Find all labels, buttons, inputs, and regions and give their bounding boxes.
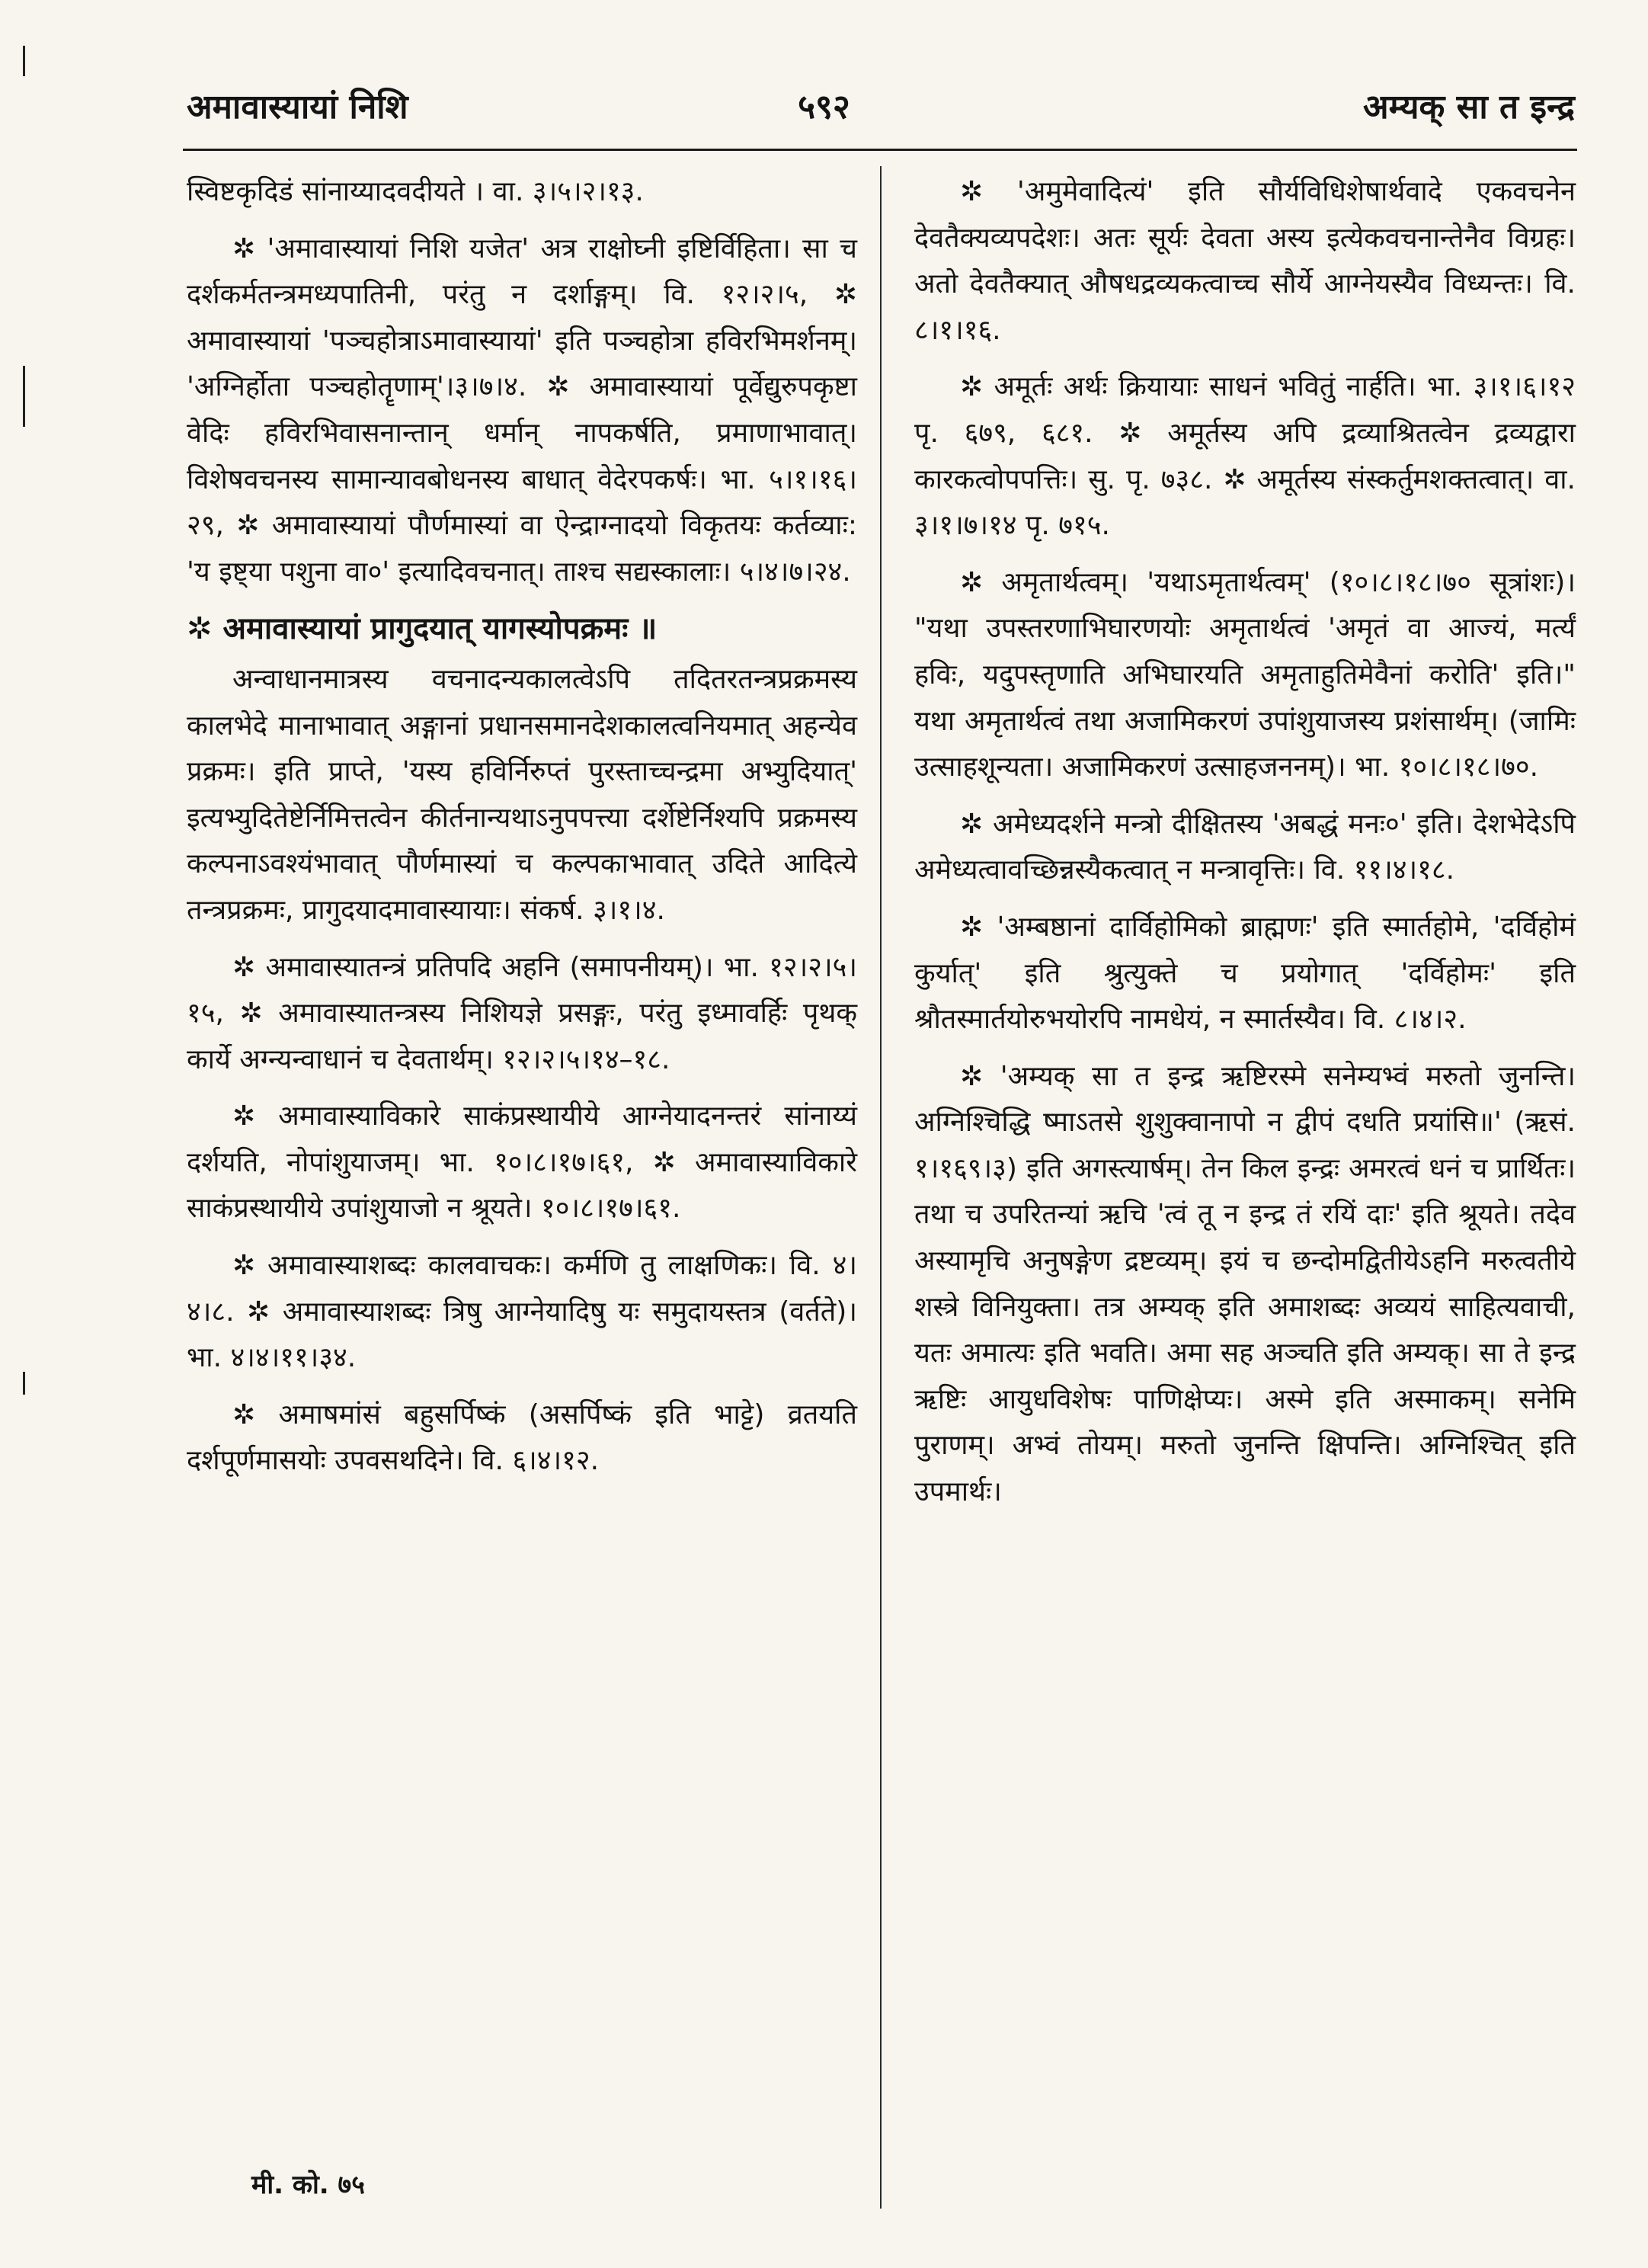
scan-edge-mark	[23, 1372, 25, 1395]
footer-signature: मी. को. ७५	[251, 2170, 365, 2200]
scan-edge-mark	[23, 46, 25, 76]
header-right-keyword: अम्यक् सा त इन्द्र	[1363, 88, 1575, 127]
entry-paragraph: ✲ अमावास्याशब्दः कालवाचकः। कर्मणि तु लाक्षणिकः। वि. ४।४।८. ✲ अमावास्याशब्दः त्रिषु आग्नेयादिषु यः समुदायस्तत्र (वर्तते)। भा. ४।४।११।३४.	[187, 1250, 857, 1374]
entry-paragraph: स्विष्टकृदिडं सांनाय्यादवदीयते । वा. ३।५।२।१३.	[187, 176, 644, 207]
entry-paragraph: अन्वाधानमात्रस्य वचनादन्यकालत्वेऽपि तदितरतन्त्रप्रक्रमस्य कालभेदे मानाभावात् अङ्गानां प्रधानसमानदेशकालत्वनियमात् अहन्येव प्रक्रमः। इति प्राप्ते, 'यस्य हविर्निरुप्तं पुरस्ताच्चन्द्रमा अभ्युदियात्' इत्यभ्युदितेष्टेर्निमित्तत्वेन कीर्तनान्यथाऽनुपपत्त्या दर्शेष्टेर्निश्यपि प्रक्रमस्य कल्पनाऽवश्यंभावात् पौर्णमास्यां च कल्पकाभावात् उदिते आदित्ये तन्त्रप्रक्रमः, प्रागुदयादमावास्यायाः। संकर्ष. ३।१।४.	[187, 663, 857, 926]
left-column	[187, 169, 857, 1495]
entry-paragraph: ✲ 'अमावास्यायां निशि यजेत' अत्र राक्षोघ्नी इष्टिर्विहिता। सा च दर्शकर्मतन्त्रमध्यपातिनी, परंतु न दर्शाङ्गम्। वि. १२।२।५, ✲ अमावास्यायां 'पञ्चहोत्राऽमावास्यायां' इति पञ्चहोत्रा हविरभिमर्शनम्। 'अग्निर्होता पञ्चहोतॄणाम्'।३।७।४. ✲ अमावास्यायां पूर्वेद्युरुपकृष्टा वेदिः हविरभिवासनान्तान् धर्मान् नापकर्षति, प्रमाणाभावात्। विशेषवचनस्य सामान्यावबोधनस्य बाधात् वेदेरपकर्षः। भा. ५।१।१६।२९, ✲ अमावास्यायां पौर्णमास्यां वा ऐन्द्राग्नादयो विकृतयः कर्तव्याः: 'य इष्ट्या पशुना वा०' इत्यादिवचनात्। ताश्च सद्यस्कालाः। ५।४।७।२४.	[187, 232, 857, 588]
entry-paragraph: ✲ अमृतार्थत्वम्। 'यथाऽमृतार्थत्वम्' (१०।८।१८।७० सूत्रांशः)। "यथा उपस्तरणाभिघारणयोः अमृतार्थत्वं 'अमृतं वा आज्यं, मर्त्यं हविः, यदुपस्तृणाति अभिघारयति अमृताहुतिमेवैनां करोति' इति।" यथा अमृतार्थत्वं तथा अजामिकरणं उपांशुयाजस्य प्रशंसार्थम्। (जामिः उत्साहशून्यता। अजामिकरणं उत्साहजननम्)। भा. १०।८।१८।७०.	[914, 566, 1576, 783]
running-header	[0, 82, 1648, 136]
entry-paragraph: ✲ अमेध्यदर्शने मन्त्रो दीक्षितस्य 'अबद्धं मनः०' इति। देशभेदेऽपि अमेध्यत्वावच्छिन्नस्यैकत्वात् न मन्त्रावृत्तिः। वि. ११।४।१८.	[914, 808, 1576, 886]
page-number: ५९२	[798, 88, 850, 127]
scan-edge-mark	[23, 366, 25, 427]
section-heading: ✲ अमावास्यायां प्रागुदयात् यागस्योपक्रमः ॥	[187, 611, 658, 647]
entry-paragraph: ✲ अमावास्यातन्त्रं प्रतिपदि अहनि (समापनीयम्)। भा. १२।२।५।१५, ✲ अमावास्यातन्त्रस्य निशियज्ञे प्रसङ्गः, परंतु इध्मावर्हिः पृथक् कार्ये अग्न्यन्वाधानं च देवतार्थम्। १२।२।५।१४–१८.	[187, 951, 857, 1075]
entry-paragraph: ✲ अमाषमांसं बहुसर्पिष्कं (असर्पिष्कं इति भाट्टे) व्रतयति दर्शपूर्णमासयोः उपवसथदिने। वि. ६।४।१२.	[187, 1398, 857, 1477]
entry-paragraph: ✲ 'अमुमेवादित्यं' इति सौर्यविधिशेषार्थवादे एकवचनेन देवतैक्यव्यपदेशः। अतः सूर्यः देवता अस्य इत्येकवचनान्तेनैव विग्रहः। अतो देवतैक्यात् औषधद्रव्यकत्वाच्च सौर्ये आग्नेयस्यैव विध्यन्तः। वि. ८।१।१६.	[914, 176, 1576, 346]
entry-paragraph: ✲ 'अम्बष्ठानां दार्विहोमिको ब्राह्मणः' इति स्मार्तहोमे, 'दर्विहोमं कुर्यात्' इति श्रुत्युक्ते च प्रयोगात् 'दर्विहोमः' इति श्रौतस्मार्तयोरुभयोरपि नामधेयं, न स्मार्तस्यैव। वि. ८।४।२.	[914, 911, 1576, 1036]
entry-paragraph: ✲ अमावास्याविकारे साकंप्रस्थायीये आग्नेयादनन्तरं सांनाय्यं दर्शयति, नोपांशुयाजम्। भा. १०।८।१७।६१, ✲ अमावास्याविकारे साकंप्रस्थायीये उपांशुयाजो न श्रूयते। १०।८।१७।६१.	[187, 1100, 857, 1225]
column-divider	[880, 166, 882, 2209]
entry-paragraph: ✲ अमूर्तः अर्थः क्रियायाः साधनं भवितुं नार्हति। भा. ३।१।६।१२ पृ. ६७९, ६८१. ✲ अमूर्तस्य अपि द्रव्याश्रितत्वेन द्रव्यद्वारा कारकत्वोपपत्तिः। सु. पृ. ७३८. ✲ अमूर्तस्य संस्कर्तुमशक्तत्वात्। वा. ३।१।७।१४ पृ. ७१५.	[914, 371, 1576, 542]
header-left-keyword: अमावास्यायां निशि	[187, 88, 408, 127]
header-rule	[183, 149, 1577, 151]
entry-paragraph: ✲ 'अम्यक् सा त इन्द्र ऋष्टिरस्मे सनेम्यभ्वं मरुतो जुनन्ति। अग्निश्चिद्धि ष्माऽतसे शुशुक्वानापो न द्वीपं दधति प्रयांसि॥' (ऋसं. १।१६९।३) इति अगस्त्यार्षम्। तेन किल इन्द्रः अमरत्वं धनं च प्रार्थितः। तथा च उपरितन्यां ऋचि 'त्वं तू न इन्द्र तं रयिं दाः' इति श्रूयते। तदेव अस्यामृचि अनुषङ्गेण द्रष्टव्यम्। इयं च छन्दोमद्वितीयेऽहनि मरुत्वतीये शस्त्रे विनियुक्ता। तत्र अम्यक् इति अमाशब्दः अव्ययं साहित्यवाची, यतः अमात्यः इति भवति। अमा सह अञ्चति इति अम्यक्। सा ते इन्द्र ऋष्टिः आयुधविशेषः पाणिक्षेप्यः। अस्मे इति अस्माकम्। सनेमि पुराणम्। अभ्वं तोयम्। मरुतो जुनन्ति क्षिपन्ति। अग्निश्चित् इति उपमार्थः।	[914, 1060, 1576, 1508]
right-column	[914, 169, 1576, 1526]
